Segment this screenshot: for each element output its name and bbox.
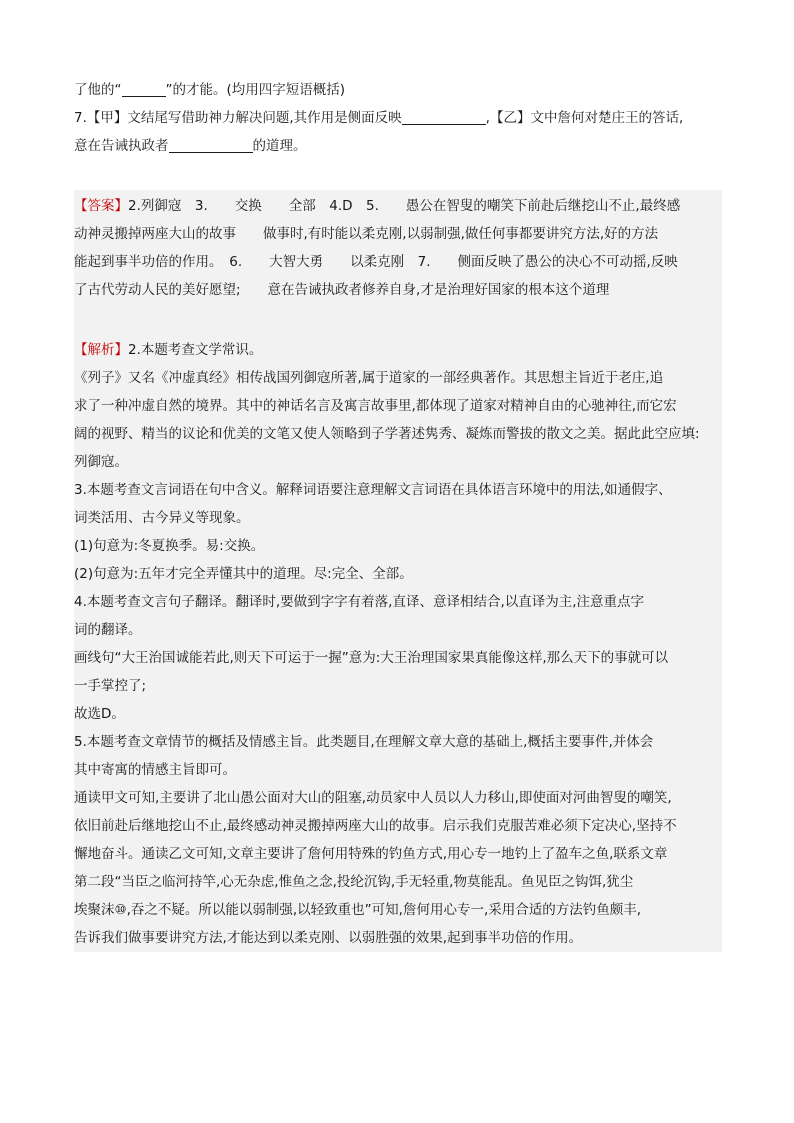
question-7-part-1: 7.【甲】文结尾写借助神力解决问题,其作用是侧面反映 xyxy=(74,110,402,126)
analysis-line: 求了一种冲虚自然的境界。其中的神话名言及寓言故事里,都体现了道家对精神自由的心驰神往,而它宏 xyxy=(74,398,677,414)
analysis-block xyxy=(74,336,722,952)
analysis-tag: 【解析】 xyxy=(74,342,128,358)
block-spacer xyxy=(74,306,722,336)
analysis-line: 通读甲文可知,主要讲了北山愚公面对大山的阻塞,动员家中人员以人力移山,即使面对河曲智叟的嘲笑, xyxy=(74,790,672,806)
question-7-line-1 xyxy=(74,104,722,132)
answer-blank[interactable] xyxy=(122,81,166,97)
document-page xyxy=(74,76,722,952)
analysis-line: 画线句“大王治国诚能若此,则天下可运于一握”意为:大王治理国家果真能像这样,那么天下的事就可以 xyxy=(74,650,669,666)
analysis-line: 懈地奋斗。通读乙文可知,文章主要讲了詹何用特殊的钓鱼方式,用心专一地钓上了盈车之鱼,联系文章 xyxy=(74,846,668,862)
analysis-line: 埃聚沫⑩,吞之不疑。所以能以弱制强,以轻致重也”可知,詹何用心专一,采用合适的方法钓鱼颇丰, xyxy=(74,902,642,918)
question-tail-line xyxy=(74,76,722,104)
analysis-line: 依旧前赴后继地挖山不止,最终感动神灵搬掉两座大山的故事。启示我们克服苦难必须下定决心,坚持不 xyxy=(74,818,677,834)
analysis-line: (2)句意为:五年才完全弄懂其中的道理。尽:完全、全部。 xyxy=(74,566,413,582)
answer-line: 能起到事半功倍的作用。 6. 大智大勇 以柔克刚 7. 侧面反映了愚公的决心不可动摇,反映 xyxy=(74,254,678,270)
answer-blank[interactable] xyxy=(402,109,486,125)
analysis-line: 4.本题考查文言句子翻译。翻译时,要做到字字有着落,直译、意译相结合,以直译为主,注意重点字 xyxy=(74,594,645,610)
question-7-line-2-after: 的道理。 xyxy=(252,138,307,154)
question-7-line-2 xyxy=(74,132,722,160)
answer-blank[interactable] xyxy=(169,137,253,153)
question-tail-after: ”的才能。(均用四字短语概括) xyxy=(165,82,346,98)
analysis-line: 其中寄寓的情感主旨即可。 xyxy=(74,762,236,778)
analysis-line: 【解析】2.本题考查文学常识。 xyxy=(74,342,263,358)
answer-tag: 【答案】 xyxy=(74,198,128,214)
analysis-line: 第二段“当臣之临河持竿,心无杂虑,惟鱼之念,投纶沉钩,手无轻重,物莫能乱。鱼见臣之钩饵,犹尘 xyxy=(74,874,634,890)
answer-line: 【答案】2.列御寇 3. 交换 全部 4.D 5. 愚公在智叟的嘲笑下前赴后继挖山不止,最终感 xyxy=(74,198,681,214)
analysis-line: 3.本题考查文言词语在句中含义。解释词语要注意理解文言词语在具体语言环境中的用法,如通假字、 xyxy=(74,482,672,498)
analysis-line: 5.本题考查文章情节的概括及情感主旨。此类题目,在理解文章大意的基础上,概括主要事件,并体会 xyxy=(74,734,654,750)
analysis-line: 列御寇。 xyxy=(74,454,128,470)
answer-line: 了古代劳动人民的美好愿望; 意在告诫执政者修养自身,才是治理好国家的根本这个道理 xyxy=(74,282,610,298)
analysis-line: 告诉我们做事要讲究方法,才能达到以柔克刚、以弱胜强的效果,起到事半功倍的作用。 xyxy=(74,930,583,946)
answer-line: 动神灵搬掉两座大山的故事 做事时,有时能以柔克刚,以弱制强,做任何事都要讲究方法,好的方法 xyxy=(74,226,659,242)
analysis-line: 词的翻译。 xyxy=(74,622,142,638)
question-tail-before: 了他的“ xyxy=(74,82,122,98)
analysis-line: 一手掌控了; xyxy=(74,678,147,694)
question-7-part-2: ,【乙】文中詹何对楚庄王的答话, xyxy=(485,110,684,126)
analysis-line: 词类活用、古今异义等现象。 xyxy=(74,510,250,526)
analysis-line: 阔的视野、精当的议论和优美的文笔又使人领略到子学著述隽秀、凝炼而警拔的散文之美。据此此空应填: xyxy=(74,426,700,442)
answer-block xyxy=(74,190,722,306)
analysis-line: 故选D。 xyxy=(74,706,125,722)
analysis-line: (1)句意为:冬夏换季。易:交换。 xyxy=(74,538,265,554)
analysis-line: 《列子》又名《冲虚真经》相传战国列御寇所著,属于道家的一部经典著作。其思想主旨近于老庄,追 xyxy=(74,370,664,386)
question-7-line-2-before: 意在告诫执政者 xyxy=(74,138,169,154)
